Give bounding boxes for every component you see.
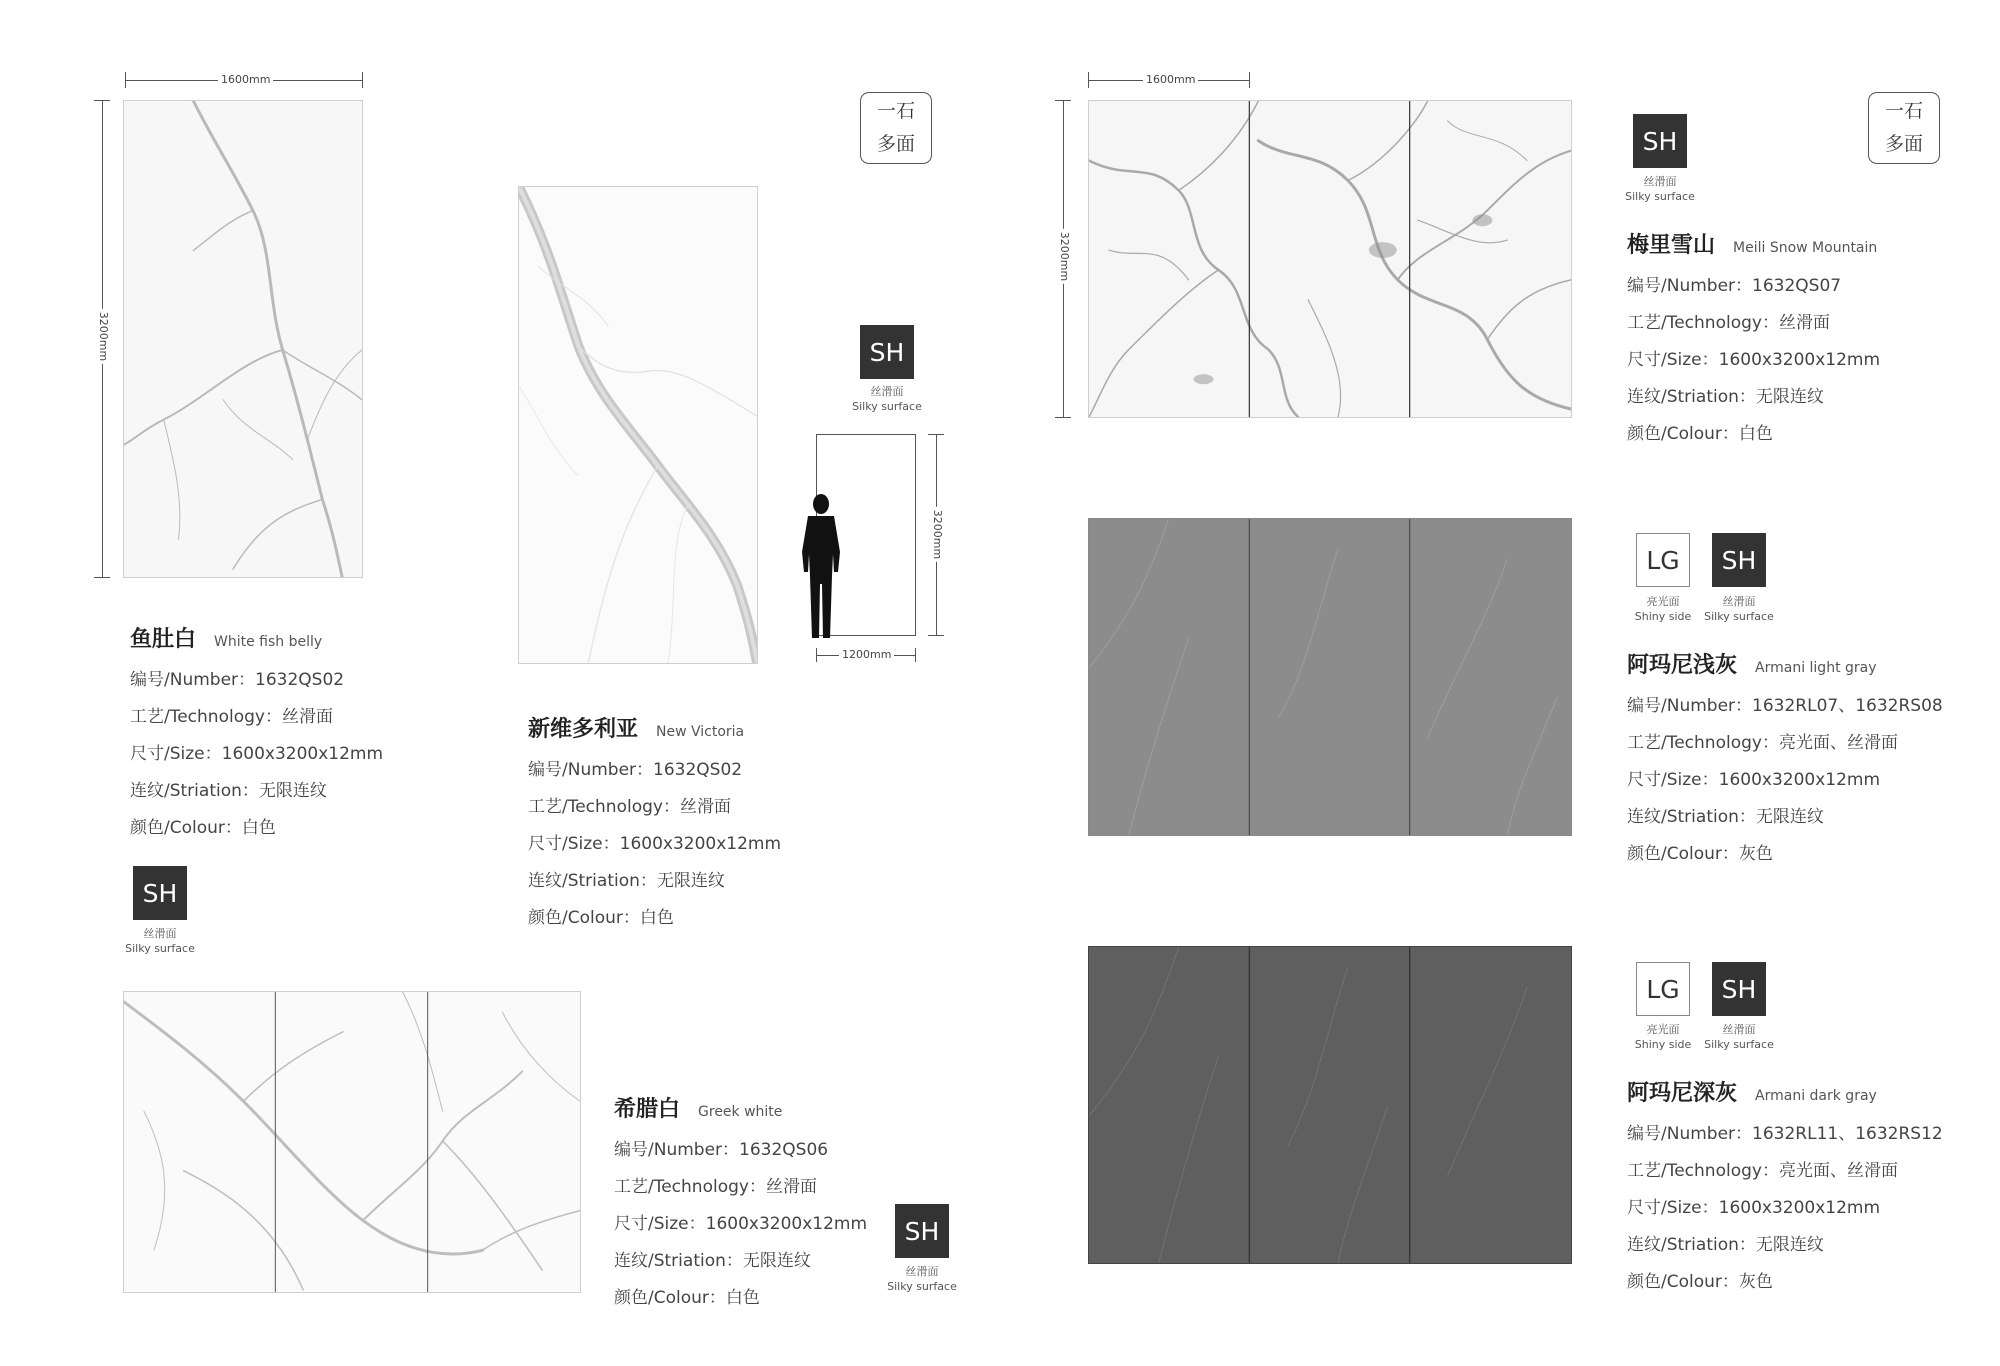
product-name-en: Armani dark gray — [1755, 1088, 1877, 1104]
product-name-en: Armani light gray — [1755, 660, 1877, 676]
product-info-armani-light-gray — [1627, 648, 1943, 864]
slab-image-greek-white — [123, 991, 581, 1293]
product-striation: 连纹/Striation：无限连纹 — [130, 781, 327, 801]
product-number: 编号/Number：1632QS06 — [614, 1140, 829, 1160]
product-striation: 连纹/Striation：无限连纹 — [1627, 387, 1824, 407]
one-stone-multi-face-stamp — [1868, 92, 1940, 164]
product-striation: 连纹/Striation：无限连纹 — [1627, 1235, 1824, 1255]
product-technology: 工艺/Technology：丝滑面 — [528, 797, 731, 817]
product-title — [1627, 648, 1943, 679]
product-name-cn: 希腊白 — [614, 1097, 681, 1122]
slab-image-white-fish-belly — [123, 100, 363, 578]
sh-badge: SH — [860, 325, 914, 379]
lg-caption-en: Shiny side — [1634, 610, 1692, 623]
product-colour: 颜色/Colour：白色 — [614, 1288, 760, 1308]
sh-badge-caption — [877, 1264, 967, 1294]
dimension-tick — [928, 635, 944, 636]
sh-badge-caption — [1694, 1022, 1784, 1052]
height-dimension-label: 3200mm — [931, 507, 944, 562]
product-size: 尺寸/Size：1600x3200x12mm — [528, 834, 782, 854]
product-info-greek-white — [614, 1092, 867, 1308]
sh-badge-caption — [115, 926, 205, 956]
product-striation: 连纹/Striation：无限连纹 — [528, 871, 725, 891]
sh-badge: SH — [133, 866, 187, 920]
product-colour: 颜色/Colour：白色 — [528, 908, 674, 928]
product-name-cn: 梅里雪山 — [1627, 233, 1716, 258]
product-info-new-victoria — [528, 712, 781, 928]
sh-caption-cn: 丝滑面 — [1643, 175, 1677, 188]
product-name-en: Greek white — [698, 1104, 783, 1120]
slab-image-new-victoria — [518, 186, 758, 664]
dimension-tick — [125, 72, 126, 88]
lg-caption-en: Shiny side — [1634, 1038, 1692, 1051]
product-title — [1627, 1076, 1943, 1107]
lg-caption-cn: 亮光面 — [1646, 1023, 1680, 1036]
stamp-line-2: 多面 — [876, 133, 915, 155]
sh-badge: SH — [1633, 114, 1687, 168]
sh-caption-en: Silky surface — [125, 942, 195, 955]
sh-caption-en: Silky surface — [852, 400, 922, 413]
product-name-en: Meili Snow Mountain — [1733, 240, 1878, 256]
product-size: 尺寸/Size：1600x3200x12mm — [130, 744, 384, 764]
sh-caption-cn: 丝滑面 — [1722, 1023, 1756, 1036]
product-name-cn: 新维多利亚 — [528, 717, 639, 742]
product-name-cn: 鱼肚白 — [130, 627, 197, 652]
product-technology: 工艺/Technology：丝滑面 — [614, 1177, 817, 1197]
slab-image-armani-dark-gray — [1088, 946, 1572, 1264]
stamp-line-1: 一石 — [876, 100, 915, 122]
product-title — [130, 622, 383, 653]
product-technology: 工艺/Technology：丝滑面 — [1627, 313, 1830, 333]
product-title — [1627, 228, 1880, 259]
width-dimension-label: 1600mm — [1143, 73, 1198, 86]
product-info-armani-dark-gray — [1627, 1076, 1943, 1292]
product-info-white-fish-belly — [130, 622, 383, 838]
dimension-tick — [928, 434, 944, 435]
product-name-cn: 阿玛尼深灰 — [1627, 1081, 1738, 1106]
product-number: 编号/Number：1632RL11、1632RS12 — [1627, 1124, 1943, 1144]
product-striation: 连纹/Striation：无限连纹 — [1627, 807, 1824, 827]
sh-badge: SH — [1712, 962, 1766, 1016]
dimension-tick — [1249, 72, 1250, 88]
sh-caption-en: Silky surface — [1625, 190, 1695, 203]
dimension-tick — [94, 100, 110, 101]
product-size: 尺寸/Size：1600x3200x12mm — [1627, 350, 1881, 370]
dimension-tick — [94, 577, 110, 578]
product-size: 尺寸/Size：1600x3200x12mm — [614, 1214, 868, 1234]
product-number: 编号/Number：1632RL07、1632RS08 — [1627, 696, 1943, 716]
dimension-tick — [1055, 417, 1071, 418]
stamp-line-1: 一石 — [1884, 100, 1923, 122]
slab-image-armani-light-gray — [1088, 518, 1572, 836]
width-dimension-label: 1200mm — [839, 648, 894, 661]
product-colour: 颜色/Colour：白色 — [130, 818, 276, 838]
dimension-tick — [915, 648, 916, 662]
product-number: 编号/Number：1632QS02 — [130, 670, 345, 690]
product-name-en: White fish belly — [214, 634, 323, 650]
product-title — [528, 712, 781, 743]
slab-image-meili-snow-mountain — [1088, 100, 1572, 418]
product-size: 尺寸/Size：1600x3200x12mm — [1627, 770, 1881, 790]
sh-caption-cn: 丝滑面 — [143, 927, 177, 940]
product-technology: 工艺/Technology：亮光面、丝滑面 — [1627, 1161, 1898, 1181]
dimension-tick — [816, 648, 817, 662]
product-name-en: New Victoria — [656, 724, 745, 740]
sh-badge-caption — [842, 384, 932, 414]
product-striation: 连纹/Striation：无限连纹 — [614, 1251, 811, 1271]
product-technology: 工艺/Technology：丝滑面 — [130, 707, 333, 727]
dimension-tick — [1088, 72, 1089, 88]
lg-caption-cn: 亮光面 — [1646, 595, 1680, 608]
height-dimension-label: 3200mm — [97, 309, 110, 364]
sh-caption-en: Silky surface — [1704, 610, 1774, 623]
sh-caption-en: Silky surface — [887, 1280, 957, 1293]
sh-badge: SH — [1712, 533, 1766, 587]
product-technology: 工艺/Technology：亮光面、丝滑面 — [1627, 733, 1898, 753]
dimension-tick — [1055, 100, 1071, 101]
width-dimension-label: 1600mm — [218, 73, 273, 86]
sh-caption-cn: 丝滑面 — [870, 385, 904, 398]
product-number: 编号/Number：1632QS07 — [1627, 276, 1842, 296]
lg-badge: LG — [1636, 533, 1690, 587]
one-stone-multi-face-stamp — [860, 92, 932, 164]
product-title — [614, 1092, 867, 1123]
product-number: 编号/Number：1632QS02 — [528, 760, 743, 780]
sh-badge-caption — [1615, 174, 1705, 204]
sh-caption-en: Silky surface — [1704, 1038, 1774, 1051]
product-info-meili-snow-mountain — [1627, 228, 1880, 444]
product-colour: 颜色/Colour：白色 — [1627, 424, 1773, 444]
product-size: 尺寸/Size：1600x3200x12mm — [1627, 1198, 1881, 1218]
sh-caption-cn: 丝滑面 — [1722, 595, 1756, 608]
height-dimension-label: 3200mm — [1058, 229, 1071, 284]
sh-badge: SH — [895, 1204, 949, 1258]
sh-caption-cn: 丝滑面 — [905, 1265, 939, 1278]
dimension-tick — [362, 72, 363, 88]
product-colour: 颜色/Colour：灰色 — [1627, 844, 1773, 864]
stamp-line-2: 多面 — [1884, 133, 1923, 155]
product-name-cn: 阿玛尼浅灰 — [1627, 653, 1738, 678]
human-silhouette-icon — [796, 492, 846, 640]
sh-badge-caption — [1694, 594, 1784, 624]
product-colour: 颜色/Colour：灰色 — [1627, 1272, 1773, 1292]
lg-badge: LG — [1636, 962, 1690, 1016]
